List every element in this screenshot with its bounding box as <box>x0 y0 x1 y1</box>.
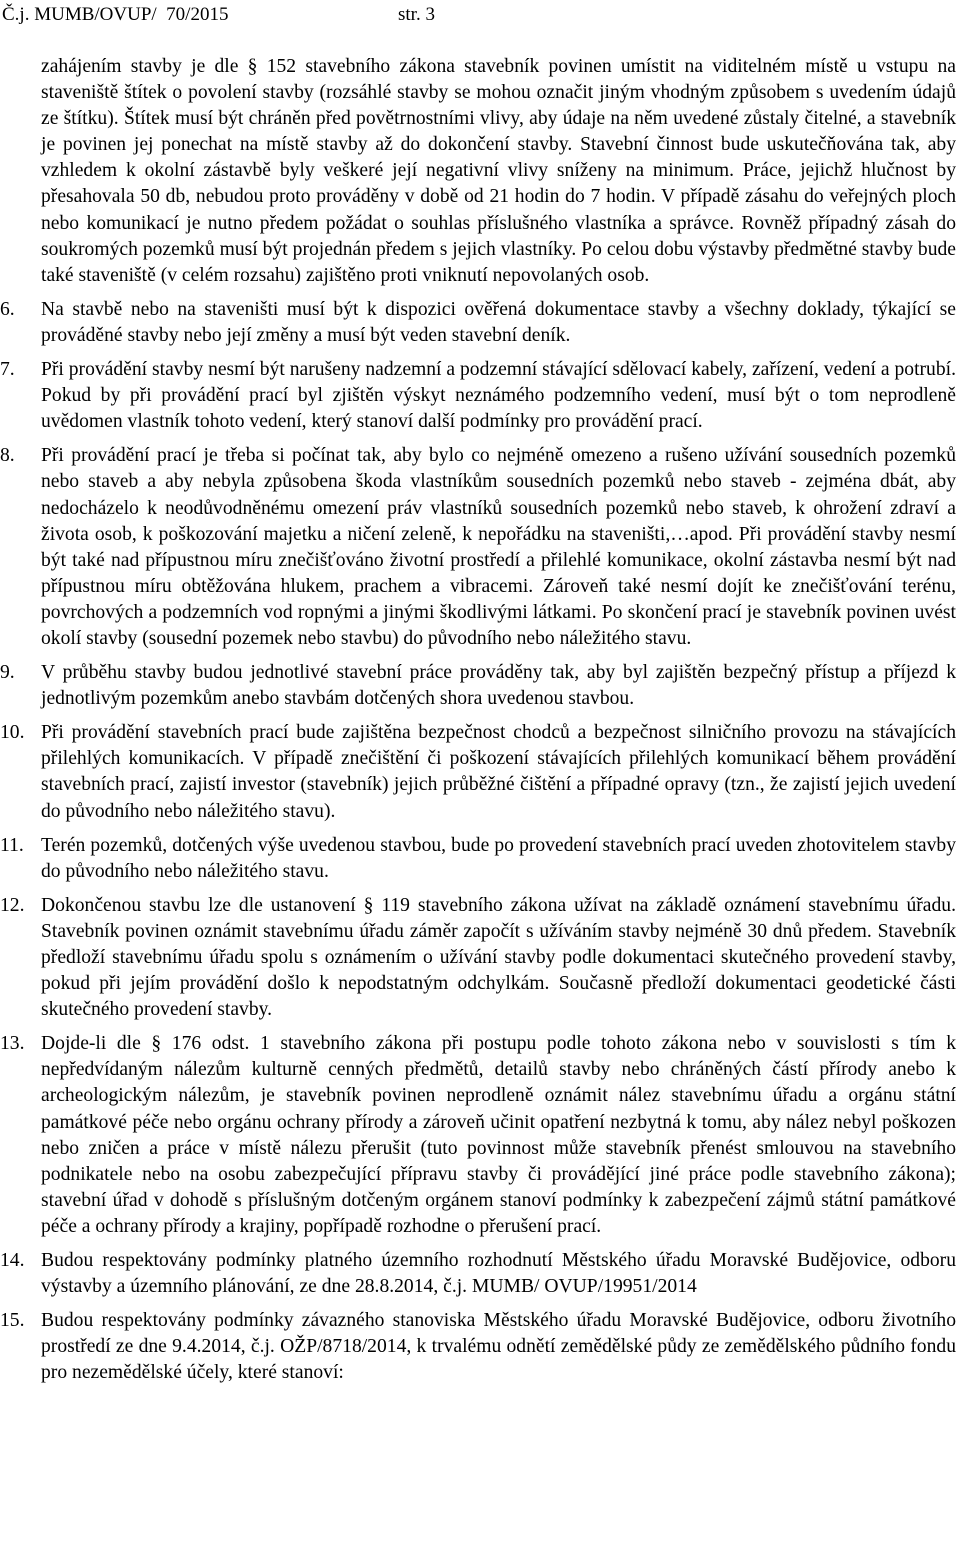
item-number: 9. <box>0 662 15 684</box>
item-text: Na stavbě nebo na staveništi musí být k dispozici ověřená dokumentace stavby a všechny doklady, týkající se prováděné stavby nebo její změny a musí být veden stavební deník. <box>41 298 956 346</box>
item-text: Při provádění stavebních prací bude zajištěna bezpečnost chodců a bezpečnost silničního provozu na stávajících přilehlých komunikacích. V případě znečištění či poškození stávajících přilehlých komunikací během provádění stavebních prací, zajistí investor (stavebník) jejich průběžné čištění a případné opravy (tzn., že zajistí jejich uvedení do původního nebo náležitého stavu). <box>41 722 956 822</box>
list-item <box>0 297 956 349</box>
list-item <box>0 893 956 1023</box>
document-body <box>0 54 956 1387</box>
list-item <box>0 1308 956 1386</box>
item-text: Dojde-li dle § 176 odst. 1 stavebního zákona při postupu podle tohoto zákona nebo v souvislosti s tím k nepředvídaným nálezům kulturně cenných předmětů, detailů stavby nebo chráněných částí přírody anebo k archeologickým nálezům, je stavebník povinen neprodleně oznámit nález stavebnímu úřadu a orgánu státní památkové péče nebo orgánu ochrany přírody a zároveň učinit opatření nezbytná k tomu, aby nález nebyl poškozen nebo zničen a práce v místě nálezu přerušit (tuto povinnost může stavebník přenést smlouvou na stavebního podnikatele nebo na osobu zabezpečující přípravu stavby či provádějící jiné práce podle stavebního zákona); stavební úřad v dohodě s příslušným dotčeným orgánem stanoví podmínky k zabezpečení zájmů státní památkové péče a ochrany přírody a krajiny, popřípadě rozhodne o přerušení prací. <box>41 1033 956 1237</box>
item-text: Při provádění prací je třeba si počínat tak, aby bylo co nejméně omezeno a rušeno užívání sousedních pozemků nebo staveb a aby nebyla způsobena škoda vlastníkům sousedních pozemků nebo staveb - zejména dbát, aby nedocházelo k neodůvodněnému omezení práv vlastníků sousedních pozemků nebo staveb, k ohrožení zdraví a života osob, k poškozování majetku a ničení zeleně, k nepořádku na staveništi,…apod. Při provádění stavby nesmí být také nad přípustnou míru znečišťováno životní prostředí a přilehlé komunikace, okolní zástavba nesmí být nad přípustnou míru obtěžována hlukem, prachem a vibracemi. Zároveň také nesmí dojít ke znečišťování terénu, povrchových a podzemních vod ropnými a jinými škodlivými látkami. Po skončení prací je stavebník povinen uvést okolí stavby (sousední pozemek nebo stavbu) do původního nebo náležitého stavu. <box>41 445 956 649</box>
item-number: 14. <box>0 1250 25 1272</box>
intro-text-2: Štítek musí být chráněn před povětrnostními vlivy, aby údaje na něm uvedené zůstaly čitelné, a stavebník je povinen jej ponechat na místě stavby až do dokončení stavby. <box>41 108 957 156</box>
item-number: 15. <box>0 1310 25 1332</box>
item-text: Terén pozemků, dotčených výše uvedenou stavbou, bude po provedení stavebních prací uveden zhotovitelem stavby do původního nebo náležitého stavu. <box>41 834 956 882</box>
list-item <box>0 357 956 435</box>
list-item <box>0 443 956 652</box>
item-number: 7. <box>0 359 15 381</box>
item-number: 11. <box>0 834 24 856</box>
intro-text-1: zahájením stavby je dle § 152 stavebního zákona stavebník povinen umístit na viditelném místě u vstupu na staveniště štítek o povolení stavby (rozsáhlé stavby se mohou označit jiným vhodným způsobem s uvedením údajů ze štítku). <box>41 56 956 130</box>
intro-paragraph <box>0 54 956 289</box>
item-text: Budou respektovány podmínky závazného stanoviska Městského úřadu Moravské Budějovice, odboru životního prostředí ze dne 9.4.2014, č.j. OŽP/8718/2014, k trvalému odnětí zemědělské půdy ze zemědělského půdního fondu pro nezemědělské účely, které stanoví: <box>41 1310 956 1384</box>
list-item <box>0 660 956 712</box>
item-text: Budou respektovány podmínky platného územního rozhodnutí Městského úřadu Moravské Budějovice, odboru výstavby a územního plánování, ze dne 28.8.2014, č.j. MUMB/ OVUP/19951/2014 <box>41 1250 956 1298</box>
item-number: 6. <box>0 298 15 320</box>
page-number: str. 3 <box>398 4 435 25</box>
item-text: Při provádění stavby nesmí být narušeny nadzemní a podzemní stávající sdělovací kabely, zařízení, vedení a potrubí. Pokud by při provádění prací byl zjištěn výskyt neznámého podzemního vedení, musí být o tom neprodleně uvědomen vlastník tohoto vedení, který stanoví další podmínky pro provádění prací. <box>41 359 956 433</box>
page-header <box>0 0 435 30</box>
item-text: V průběhu stavby budou jednotlivé stavební práce prováděny tak, aby byl zajištěn bezpečný přístup a příjezd k jednotlivým pozemkům anebo stavbám dotčených shora uvedenou stavbou. <box>41 662 956 710</box>
item-number: 12. <box>0 894 25 916</box>
reference-number: Č.j. MUMB/OVUP/ 70/2015 <box>2 4 229 25</box>
item-number: 8. <box>0 445 15 467</box>
item-number: 13. <box>0 1033 25 1055</box>
list-item <box>0 1248 956 1300</box>
intro-text-3: Stavební činnost bude uskutečňována tak, aby vzhledem k okolní zástavbě byly veškeré její negativní vlivy sníženy na minimum. Práce, jejichž hlučnost by přesahovala 50 db, nebudou proto prováděny v době od 21 hodin do 7 hodin. V případě zásahu do veřejných ploch nebo komunikací je nutno předem požádat o souhlas příslušného vlastníka a správce. Rovněž případný zásah do soukromých pozemků musí být projednán předem s jejich vlastníky. Po celou dobu výstavby předmětné stavby bude také staveniště (v celém rozsahu) zajištěno proti vniknutí nepovolaných osob. <box>41 134 957 286</box>
list-item <box>0 833 956 885</box>
list-item <box>0 720 956 824</box>
list-item <box>0 1031 956 1240</box>
item-text: Dokončenou stavbu lze dle ustanovení § 119 stavebního zákona užívat na základě oznámení stavebnímu úřadu. Stavebník povinen oznámit stavebnímu úřadu záměr započít s užíváním stavby nejméně 30 dnů předem. Stavebník předloží stavebnímu úřadu spolu s oznámením o užívání stavby podle dokumentaci skutečného provedení stavby, pokud při jejím provádění došlo k nepodstatným odchylkám. Současně předloží dokumentaci geodetické části skutečného provedení stavby. <box>41 894 956 1021</box>
item-number: 10. <box>0 722 25 744</box>
